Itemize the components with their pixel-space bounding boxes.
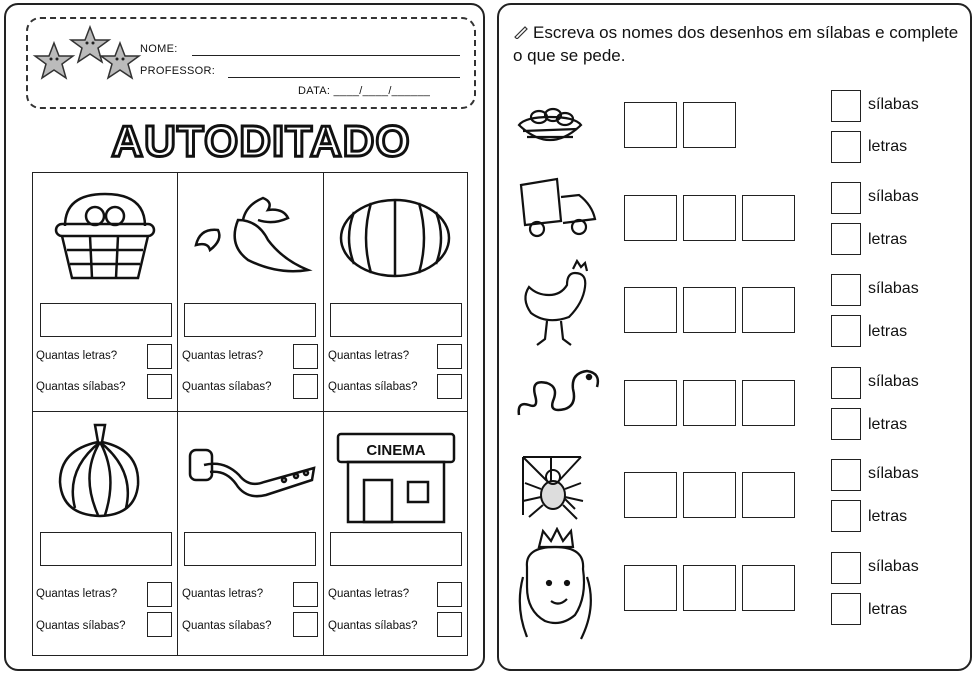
syllable-box[interactable] bbox=[742, 380, 795, 426]
q-letters-label: Quantas letras? bbox=[328, 588, 410, 600]
syllables-label: sílabas bbox=[868, 558, 919, 575]
right-worksheet bbox=[497, 3, 972, 671]
q-letters-label: Quantas letras? bbox=[36, 588, 118, 600]
syllable-box[interactable] bbox=[683, 380, 736, 426]
letters-count-box[interactable] bbox=[147, 582, 172, 607]
syllables-count-box[interactable] bbox=[831, 182, 861, 214]
letters-label: letras bbox=[868, 416, 908, 433]
cell-3 bbox=[324, 172, 468, 412]
nome-field[interactable] bbox=[192, 55, 460, 56]
letters-label: letras bbox=[868, 601, 908, 618]
professor-field[interactable] bbox=[228, 77, 460, 78]
carrot-icon bbox=[188, 190, 313, 285]
instruction-text: Escreva os nomes dos desenhos em sílabas e complete o que se pede. bbox=[513, 23, 959, 65]
letters-label: letras bbox=[868, 323, 908, 340]
syllables-count-box[interactable] bbox=[293, 374, 318, 399]
syllable-box[interactable] bbox=[624, 472, 677, 518]
basket-icon bbox=[50, 186, 160, 286]
syllables-count-box[interactable] bbox=[147, 612, 172, 637]
letters-count-box[interactable] bbox=[831, 500, 861, 532]
syllable-box[interactable] bbox=[683, 195, 736, 241]
q-syllables-label: Quantas sílabas? bbox=[328, 381, 418, 393]
answer-field[interactable] bbox=[184, 532, 316, 566]
syllables-count-box[interactable] bbox=[831, 552, 861, 584]
letters-count-box[interactable] bbox=[831, 223, 861, 255]
professor-label: PROFESSOR: bbox=[140, 65, 216, 77]
syllable-box[interactable] bbox=[683, 102, 736, 148]
letters-count-box[interactable] bbox=[437, 344, 462, 369]
spider-icon bbox=[515, 449, 589, 527]
left-worksheet bbox=[4, 3, 485, 671]
syllable-box[interactable] bbox=[742, 287, 795, 333]
letters-label: letras bbox=[868, 508, 908, 525]
syllables-count-box[interactable] bbox=[831, 367, 861, 399]
letters-count-box[interactable] bbox=[831, 593, 861, 625]
letters-label: letras bbox=[868, 138, 908, 155]
syllable-box[interactable] bbox=[683, 565, 736, 611]
onion-icon bbox=[50, 420, 150, 520]
melon-icon bbox=[336, 194, 454, 282]
syllables-count-box[interactable] bbox=[437, 612, 462, 637]
letters-count-box[interactable] bbox=[831, 408, 861, 440]
syllable-box[interactable] bbox=[742, 195, 795, 241]
letters-count-box[interactable] bbox=[831, 315, 861, 347]
q-letters-label: Quantas letras? bbox=[182, 350, 264, 362]
q-letters-label: Quantas letras? bbox=[36, 350, 118, 362]
syllables-label: sílabas bbox=[868, 373, 919, 390]
cinema-sign: CINEMA bbox=[366, 442, 426, 459]
syllables-count-box[interactable] bbox=[293, 612, 318, 637]
q-syllables-label: Quantas sílabas? bbox=[36, 620, 126, 632]
letters-count-box[interactable] bbox=[831, 131, 861, 163]
syllables-label: sílabas bbox=[868, 465, 919, 482]
letters-count-box[interactable] bbox=[437, 582, 462, 607]
answer-field[interactable] bbox=[184, 303, 316, 337]
answer-field[interactable] bbox=[40, 532, 172, 566]
title-text: AUTODITADO bbox=[111, 117, 411, 166]
syllables-label: sílabas bbox=[868, 188, 919, 205]
worm-icon bbox=[513, 365, 603, 425]
cinema-icon bbox=[334, 428, 458, 528]
q-letters-label: Quantas letras? bbox=[328, 350, 410, 362]
letters-count-box[interactable] bbox=[147, 344, 172, 369]
syllable-box[interactable] bbox=[683, 472, 736, 518]
princess-icon bbox=[515, 527, 595, 653]
q-syllables-label: Quantas sílabas? bbox=[182, 620, 272, 632]
syllables-count-box[interactable] bbox=[147, 374, 172, 399]
nest-icon bbox=[515, 95, 585, 155]
truck-icon bbox=[517, 175, 599, 241]
syllables-label: sílabas bbox=[868, 280, 919, 297]
syllables-count-box[interactable] bbox=[831, 274, 861, 306]
belt-icon bbox=[184, 440, 316, 505]
syllable-box[interactable] bbox=[624, 102, 677, 148]
data-label: DATA: ____/____/______ bbox=[298, 85, 431, 97]
cell-1 bbox=[32, 172, 178, 412]
cell-5 bbox=[178, 412, 324, 656]
cell-2 bbox=[178, 172, 324, 412]
syllable-box[interactable] bbox=[624, 287, 677, 333]
hen-icon bbox=[517, 259, 597, 351]
syllables-count-box[interactable] bbox=[831, 90, 861, 122]
syllable-box[interactable] bbox=[624, 195, 677, 241]
answer-field[interactable] bbox=[330, 303, 462, 337]
answer-field[interactable] bbox=[330, 532, 462, 566]
cell-6 bbox=[324, 412, 468, 656]
q-syllables-label: Quantas sílabas? bbox=[328, 620, 418, 632]
syllable-box[interactable] bbox=[742, 472, 795, 518]
syllable-box[interactable] bbox=[624, 380, 677, 426]
instruction bbox=[513, 21, 963, 67]
q-syllables-label: Quantas sílabas? bbox=[36, 381, 126, 393]
q-syllables-label: Quantas sílabas? bbox=[182, 381, 272, 393]
q-letters-label: Quantas letras? bbox=[182, 588, 264, 600]
syllables-count-box[interactable] bbox=[831, 459, 861, 491]
syllables-count-box[interactable] bbox=[437, 374, 462, 399]
syllable-box[interactable] bbox=[742, 565, 795, 611]
answer-field[interactable] bbox=[40, 303, 172, 337]
autoditado-grid bbox=[32, 172, 468, 656]
nome-label: NOME: bbox=[140, 43, 178, 55]
syllable-box[interactable] bbox=[624, 565, 677, 611]
stars-icon bbox=[32, 23, 142, 95]
syllable-box[interactable] bbox=[683, 287, 736, 333]
letters-label: letras bbox=[868, 231, 908, 248]
letters-count-box[interactable] bbox=[293, 582, 318, 607]
letters-count-box[interactable] bbox=[293, 344, 318, 369]
cell-4 bbox=[32, 412, 178, 656]
page-title bbox=[101, 112, 421, 170]
syllables-label: sílabas bbox=[868, 96, 919, 113]
pencil-icon bbox=[513, 25, 529, 39]
